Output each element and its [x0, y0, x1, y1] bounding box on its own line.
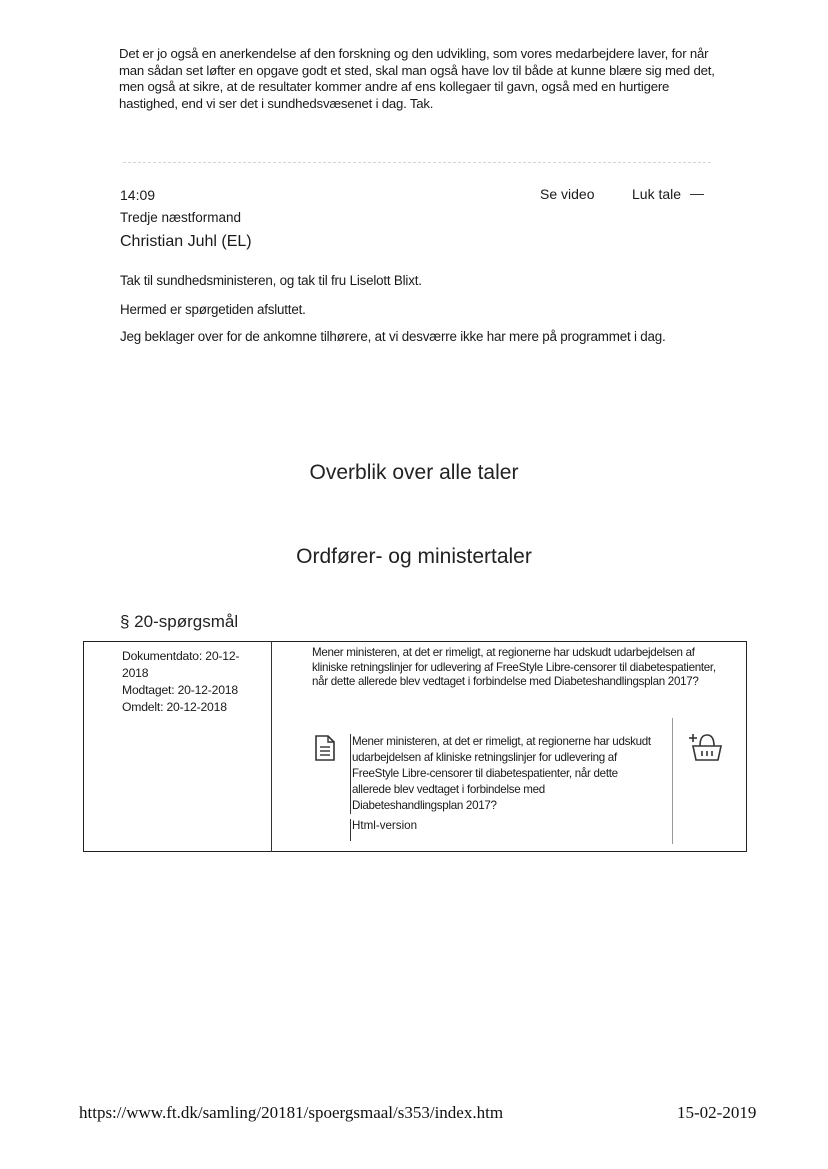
speaker-name: Christian Juhl (EL) [120, 233, 252, 250]
column-divider [271, 641, 272, 852]
overview-heading: Overblik over alle taler [309, 461, 519, 484]
received-date: Modtaget: 20-12-2018 [122, 683, 238, 697]
close-speech-label: Luk tale [632, 186, 682, 202]
question-document-link[interactable]: Mener ministeren, at det er rimeligt, at regionerne har udskudt udarbejdelsen af kliniske retningslinjer for udlevering af FreeStyle Libre-censorer til diabetespatienter, når dette allerede blev vedtaget i forbindelse med Diabeteshandlingsplan 2017? [352, 735, 651, 812]
speech-paragraph: Hermed er spørgetiden afsluttet. [120, 302, 306, 317]
collapse-icon [690, 194, 704, 195]
distributed-date: Omdelt: 20-12-2018 [122, 700, 227, 714]
question-meta [122, 648, 242, 716]
close-speech-button[interactable] [632, 186, 704, 202]
speech-paragraph: Tak til sundhedsministeren, og tak til fru Liselott Blixt. [120, 273, 422, 288]
add-to-basket-icon[interactable] [689, 731, 725, 763]
document-date: Dokumentdato: 20-12-2018 [122, 649, 240, 680]
divider [123, 162, 711, 163]
speech-paragraph: Jeg beklager over for de ankomne tilhørere, at vi desværre ikke har mere på programmet i dag. [120, 329, 666, 344]
section-heading: § 20-spørgsmål [120, 612, 239, 631]
basket-divider [672, 718, 673, 844]
speech-time: 14:09 [120, 187, 156, 203]
see-video-link[interactable]: Se video [540, 186, 595, 202]
footer-date: 15-02-2019 [677, 1103, 757, 1122]
footer-url: https://www.ft.dk/samling/20181/spoergsmaal/s353/index.htm [79, 1103, 504, 1122]
html-version-link[interactable]: Html-version [350, 819, 417, 841]
minister-speeches-heading: Ordfører- og ministertaler [296, 545, 532, 568]
speaker-role: Tredje næstformand [120, 210, 242, 225]
speech-text: Det er jo også en anerkendelse af den forskning og den udvikling, som vores medarbejdere laver, for når man sådan set løfter en opgave godt et sted, skal man også have lov til både at kunne blære sig med det, men også at sikre, at de resultater kommer andre af ens kollegaer til gavn, også med en hurtigere hastighed, end vi ser det i sundhedsvæsenet i dag. Tak. [119, 46, 715, 111]
question-text: Mener ministeren, at det er rimeligt, at regionerne har udskudt udarbejdelsen af kliniske retningslinjer for udlevering af FreeStyle Libre-censorer til diabetespatienter, når dette allerede blev vedtaget i forbindelse med Diabeteshandlingsplan 2017? [312, 646, 716, 689]
document-icon [314, 734, 336, 762]
